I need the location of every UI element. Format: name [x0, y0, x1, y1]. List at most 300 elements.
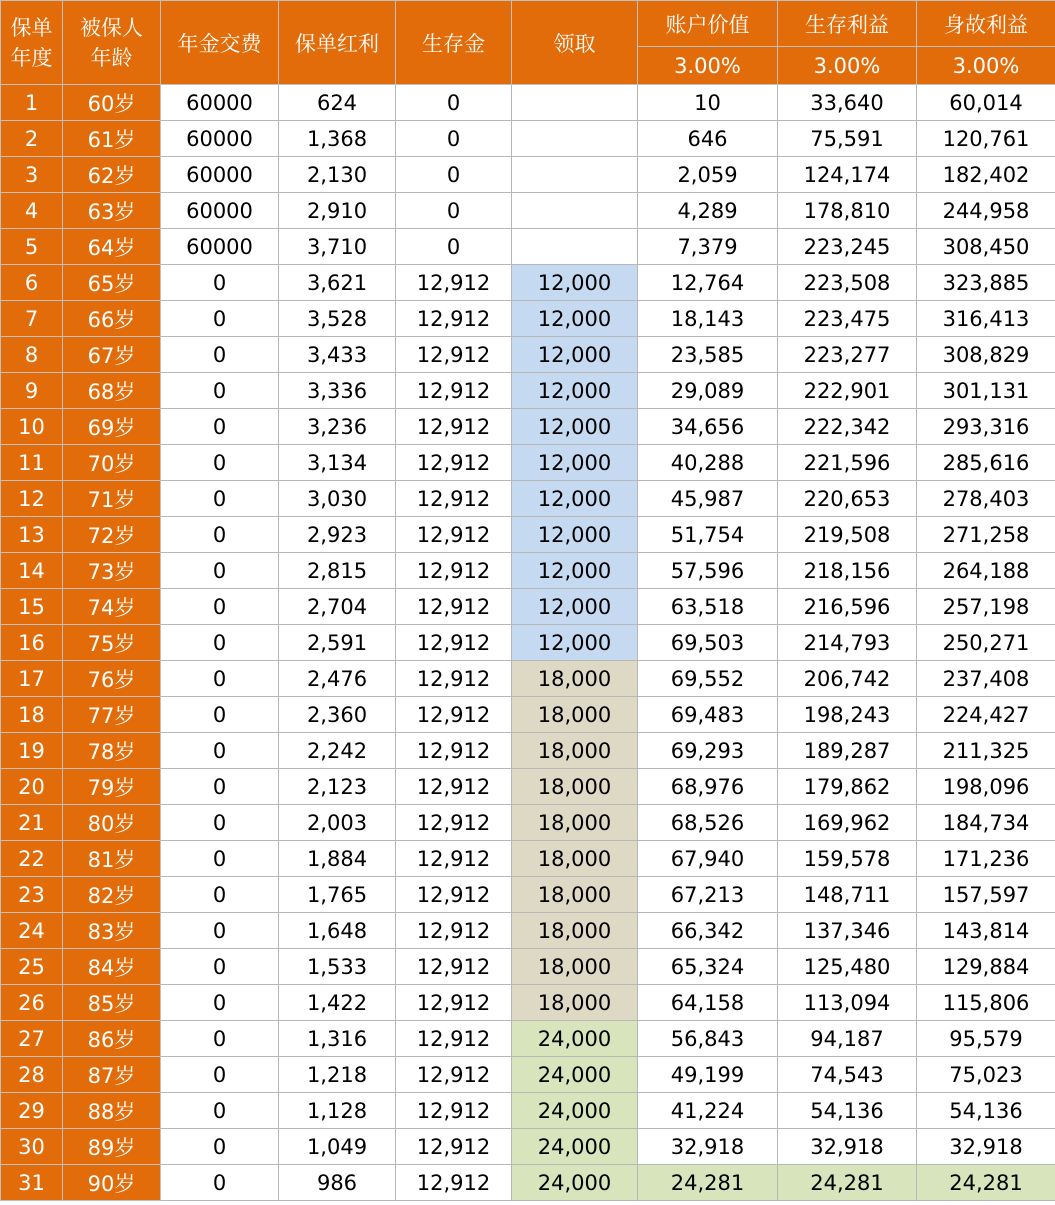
table-row: [1, 1021, 1055, 1057]
cell-premium: 60000: [161, 157, 279, 193]
cell-account: 67,213: [638, 877, 778, 913]
cell-year: 10: [1, 409, 63, 445]
cell-survival: 12,912: [396, 1057, 512, 1093]
cell-withdraw: 12,000: [512, 553, 638, 589]
cell-dividend: 2,704: [279, 589, 396, 625]
table-row: [1, 301, 1055, 337]
cell-survival-benefit: 206,742: [778, 661, 917, 697]
cell-year: 20: [1, 769, 63, 805]
cell-dividend: 1,648: [279, 913, 396, 949]
cell-year: 4: [1, 193, 63, 229]
cell-premium: 0: [161, 841, 279, 877]
cell-withdraw: 24,000: [512, 1057, 638, 1093]
cell-account: 18,143: [638, 301, 778, 337]
cell-withdraw: 18,000: [512, 841, 638, 877]
cell-survival-benefit: 216,596: [778, 589, 917, 625]
cell-age: 72岁: [63, 517, 161, 553]
cell-age: 85岁: [63, 985, 161, 1021]
cell-year: 16: [1, 625, 63, 661]
cell-premium: 0: [161, 1129, 279, 1165]
cell-premium: 0: [161, 589, 279, 625]
cell-age: 78岁: [63, 733, 161, 769]
cell-premium: 0: [161, 1057, 279, 1093]
table-row: [1, 157, 1055, 193]
cell-year: 23: [1, 877, 63, 913]
cell-withdraw: 12,000: [512, 337, 638, 373]
cell-dividend: 986: [279, 1165, 396, 1201]
cell-survival: 12,912: [396, 553, 512, 589]
cell-account: 4,289: [638, 193, 778, 229]
cell-survival: 12,912: [396, 769, 512, 805]
cell-withdraw: 18,000: [512, 697, 638, 733]
cell-age: 80岁: [63, 805, 161, 841]
cell-account: 49,199: [638, 1057, 778, 1093]
cell-year: 22: [1, 841, 63, 877]
cell-survival-benefit: 159,578: [778, 841, 917, 877]
cell-premium: 0: [161, 805, 279, 841]
cell-survival: 0: [396, 157, 512, 193]
cell-death-benefit: 60,014: [917, 85, 1055, 121]
cell-age: 86岁: [63, 1021, 161, 1057]
cell-dividend: 1,884: [279, 841, 396, 877]
table-row: [1, 1165, 1055, 1201]
cell-premium: 0: [161, 1021, 279, 1057]
cell-year: 13: [1, 517, 63, 553]
cell-dividend: 2,591: [279, 625, 396, 661]
cell-dividend: 3,236: [279, 409, 396, 445]
cell-survival-benefit: 24,281: [778, 1165, 917, 1201]
cell-premium: 0: [161, 445, 279, 481]
cell-year: 29: [1, 1093, 63, 1129]
cell-account: 57,596: [638, 553, 778, 589]
cell-survival: 12,912: [396, 1129, 512, 1165]
cell-survival: 12,912: [396, 409, 512, 445]
cell-dividend: 3,710: [279, 229, 396, 265]
cell-age: 63岁: [63, 193, 161, 229]
header-account-value: 账户价值: [638, 1, 778, 47]
cell-death-benefit: 157,597: [917, 877, 1055, 913]
cell-withdraw: [512, 193, 638, 229]
cell-withdraw: 12,000: [512, 517, 638, 553]
cell-dividend: 1,422: [279, 985, 396, 1021]
cell-death-benefit: 244,958: [917, 193, 1055, 229]
cell-death-benefit: 316,413: [917, 301, 1055, 337]
cell-survival-benefit: 124,174: [778, 157, 917, 193]
cell-death-benefit: 293,316: [917, 409, 1055, 445]
cell-year: 11: [1, 445, 63, 481]
cell-year: 19: [1, 733, 63, 769]
cell-account: 24,281: [638, 1165, 778, 1201]
cell-year: 3: [1, 157, 63, 193]
header-rate-survival: 3.00%: [778, 47, 917, 85]
cell-dividend: 2,242: [279, 733, 396, 769]
cell-premium: 60000: [161, 121, 279, 157]
table-row: [1, 1057, 1055, 1093]
cell-survival: 12,912: [396, 517, 512, 553]
cell-withdraw: 18,000: [512, 661, 638, 697]
cell-dividend: 1,128: [279, 1093, 396, 1129]
cell-death-benefit: 95,579: [917, 1021, 1055, 1057]
cell-account: 32,918: [638, 1129, 778, 1165]
cell-survival-benefit: 137,346: [778, 913, 917, 949]
cell-dividend: 2,815: [279, 553, 396, 589]
cell-withdraw: 12,000: [512, 445, 638, 481]
header-survival: 生存金: [396, 1, 512, 85]
cell-age: 66岁: [63, 301, 161, 337]
table-row: [1, 121, 1055, 157]
cell-account: 51,754: [638, 517, 778, 553]
cell-survival: 12,912: [396, 733, 512, 769]
cell-death-benefit: 301,131: [917, 373, 1055, 409]
cell-death-benefit: 171,236: [917, 841, 1055, 877]
cell-account: 12,764: [638, 265, 778, 301]
cell-premium: 0: [161, 1093, 279, 1129]
cell-year: 8: [1, 337, 63, 373]
header-year-line1: 保单: [10, 15, 53, 40]
cell-withdraw: 12,000: [512, 301, 638, 337]
cell-withdraw: 18,000: [512, 733, 638, 769]
table-row: [1, 229, 1055, 265]
header-rate-account: 3.00%: [638, 47, 778, 85]
cell-premium: 0: [161, 301, 279, 337]
cell-death-benefit: 32,918: [917, 1129, 1055, 1165]
cell-death-benefit: 115,806: [917, 985, 1055, 1021]
cell-death-benefit: 257,198: [917, 589, 1055, 625]
header-age-line2: 年龄: [90, 45, 133, 70]
cell-premium: 0: [161, 697, 279, 733]
cell-year: 31: [1, 1165, 63, 1201]
table-row: [1, 841, 1055, 877]
cell-death-benefit: 237,408: [917, 661, 1055, 697]
table-row: [1, 913, 1055, 949]
header-dividend: 保单红利: [279, 1, 396, 85]
table-row: [1, 193, 1055, 229]
cell-survival-benefit: 33,640: [778, 85, 917, 121]
cell-account: 10: [638, 85, 778, 121]
cell-withdraw: [512, 157, 638, 193]
cell-survival-benefit: 223,508: [778, 265, 917, 301]
cell-death-benefit: 308,829: [917, 337, 1055, 373]
cell-survival-benefit: 219,508: [778, 517, 917, 553]
cell-dividend: 3,528: [279, 301, 396, 337]
cell-year: 7: [1, 301, 63, 337]
table-row: [1, 553, 1055, 589]
cell-year: 25: [1, 949, 63, 985]
cell-survival: 12,912: [396, 373, 512, 409]
cell-account: 66,342: [638, 913, 778, 949]
cell-account: 63,518: [638, 589, 778, 625]
cell-dividend: 2,923: [279, 517, 396, 553]
cell-account: 69,503: [638, 625, 778, 661]
cell-dividend: 2,130: [279, 157, 396, 193]
header-rate-death: 3.00%: [917, 47, 1055, 85]
cell-premium: 0: [161, 733, 279, 769]
cell-survival: 12,912: [396, 877, 512, 913]
cell-age: 70岁: [63, 445, 161, 481]
table-row: [1, 661, 1055, 697]
cell-account: 45,987: [638, 481, 778, 517]
cell-dividend: 624: [279, 85, 396, 121]
table-row: [1, 733, 1055, 769]
cell-withdraw: 12,000: [512, 265, 638, 301]
cell-survival-benefit: 74,543: [778, 1057, 917, 1093]
cell-survival-benefit: 222,342: [778, 409, 917, 445]
cell-death-benefit: 278,403: [917, 481, 1055, 517]
cell-age: 90岁: [63, 1165, 161, 1201]
cell-premium: 60000: [161, 193, 279, 229]
header-year-line2: 年度: [10, 45, 53, 70]
cell-account: 69,483: [638, 697, 778, 733]
cell-year: 17: [1, 661, 63, 697]
cell-account: 40,288: [638, 445, 778, 481]
cell-survival: 12,912: [396, 1093, 512, 1129]
cell-dividend: 1,049: [279, 1129, 396, 1165]
cell-age: 73岁: [63, 553, 161, 589]
cell-premium: 0: [161, 265, 279, 301]
cell-withdraw: 12,000: [512, 589, 638, 625]
cell-withdraw: 18,000: [512, 949, 638, 985]
cell-dividend: 3,621: [279, 265, 396, 301]
cell-survival-benefit: 198,243: [778, 697, 917, 733]
cell-premium: 0: [161, 913, 279, 949]
cell-age: 77岁: [63, 697, 161, 733]
cell-survival: 0: [396, 121, 512, 157]
cell-year: 28: [1, 1057, 63, 1093]
cell-premium: 0: [161, 949, 279, 985]
cell-premium: 60000: [161, 229, 279, 265]
cell-withdraw: 18,000: [512, 985, 638, 1021]
cell-premium: 0: [161, 553, 279, 589]
cell-age: 64岁: [63, 229, 161, 265]
cell-survival: 12,912: [396, 481, 512, 517]
cell-survival-benefit: 223,277: [778, 337, 917, 373]
cell-account: 68,526: [638, 805, 778, 841]
cell-account: 67,940: [638, 841, 778, 877]
cell-dividend: 3,134: [279, 445, 396, 481]
cell-death-benefit: 75,023: [917, 1057, 1055, 1093]
cell-account: 56,843: [638, 1021, 778, 1057]
header-premium: 年金交费: [161, 1, 279, 85]
cell-survival-benefit: 214,793: [778, 625, 917, 661]
table-row: [1, 949, 1055, 985]
cell-survival: 0: [396, 229, 512, 265]
cell-dividend: 2,123: [279, 769, 396, 805]
cell-age: 87岁: [63, 1057, 161, 1093]
cell-premium: 0: [161, 373, 279, 409]
cell-dividend: 2,360: [279, 697, 396, 733]
cell-year: 5: [1, 229, 63, 265]
cell-survival-benefit: 189,287: [778, 733, 917, 769]
cell-survival: 12,912: [396, 445, 512, 481]
cell-survival-benefit: 148,711: [778, 877, 917, 913]
cell-premium: 0: [161, 985, 279, 1021]
cell-account: 34,656: [638, 409, 778, 445]
cell-survival: 12,912: [396, 589, 512, 625]
cell-year: 24: [1, 913, 63, 949]
header-policy-year: [1, 1, 63, 85]
cell-age: 60岁: [63, 85, 161, 121]
cell-premium: 0: [161, 481, 279, 517]
cell-survival-benefit: 113,094: [778, 985, 917, 1021]
cell-withdraw: 18,000: [512, 805, 638, 841]
cell-death-benefit: 308,450: [917, 229, 1055, 265]
cell-survival-benefit: 32,918: [778, 1129, 917, 1165]
cell-survival-benefit: 221,596: [778, 445, 917, 481]
cell-age: 61岁: [63, 121, 161, 157]
cell-survival: 12,912: [396, 985, 512, 1021]
table-row: [1, 769, 1055, 805]
cell-dividend: 1,765: [279, 877, 396, 913]
cell-account: 41,224: [638, 1093, 778, 1129]
cell-death-benefit: 211,325: [917, 733, 1055, 769]
cell-age: 67岁: [63, 337, 161, 373]
cell-death-benefit: 271,258: [917, 517, 1055, 553]
table-row: [1, 625, 1055, 661]
cell-survival: 12,912: [396, 841, 512, 877]
cell-survival-benefit: 222,901: [778, 373, 917, 409]
cell-age: 68岁: [63, 373, 161, 409]
cell-year: 12: [1, 481, 63, 517]
cell-age: 79岁: [63, 769, 161, 805]
cell-age: 81岁: [63, 841, 161, 877]
cell-death-benefit: 184,734: [917, 805, 1055, 841]
cell-withdraw: 12,000: [512, 625, 638, 661]
cell-account: 7,379: [638, 229, 778, 265]
cell-age: 76岁: [63, 661, 161, 697]
cell-year: 21: [1, 805, 63, 841]
cell-year: 1: [1, 85, 63, 121]
header-age-line1: 被保人: [80, 15, 143, 40]
table-row: [1, 265, 1055, 301]
cell-survival: 12,912: [396, 697, 512, 733]
cell-survival: 12,912: [396, 949, 512, 985]
cell-survival: 12,912: [396, 337, 512, 373]
cell-death-benefit: 54,136: [917, 1093, 1055, 1129]
cell-withdraw: 12,000: [512, 373, 638, 409]
cell-dividend: 3,336: [279, 373, 396, 409]
cell-dividend: 3,030: [279, 481, 396, 517]
cell-survival: 12,912: [396, 265, 512, 301]
cell-withdraw: 18,000: [512, 913, 638, 949]
cell-age: 62岁: [63, 157, 161, 193]
cell-withdraw: 24,000: [512, 1165, 638, 1201]
cell-age: 88岁: [63, 1093, 161, 1129]
cell-year: 6: [1, 265, 63, 301]
table-row: [1, 805, 1055, 841]
cell-year: 15: [1, 589, 63, 625]
cell-survival: 12,912: [396, 625, 512, 661]
table-row: [1, 589, 1055, 625]
cell-dividend: 2,476: [279, 661, 396, 697]
cell-premium: 0: [161, 1165, 279, 1201]
cell-survival: 12,912: [396, 1165, 512, 1201]
cell-account: 64,158: [638, 985, 778, 1021]
cell-year: 27: [1, 1021, 63, 1057]
cell-dividend: 1,218: [279, 1057, 396, 1093]
table-row: [1, 85, 1055, 121]
cell-survival: 12,912: [396, 301, 512, 337]
cell-withdraw: [512, 121, 638, 157]
cell-age: 75岁: [63, 625, 161, 661]
cell-year: 26: [1, 985, 63, 1021]
cell-survival-benefit: 54,136: [778, 1093, 917, 1129]
cell-account: 65,324: [638, 949, 778, 985]
cell-age: 74岁: [63, 589, 161, 625]
cell-death-benefit: 224,427: [917, 697, 1055, 733]
cell-year: 14: [1, 553, 63, 589]
cell-withdraw: [512, 85, 638, 121]
table-row: [1, 481, 1055, 517]
header-withdraw: 领取: [512, 1, 638, 85]
cell-withdraw: 24,000: [512, 1021, 638, 1057]
table-row: [1, 373, 1055, 409]
cell-survival: 12,912: [396, 661, 512, 697]
cell-survival-benefit: 94,187: [778, 1021, 917, 1057]
cell-dividend: 3,433: [279, 337, 396, 373]
table-body: [1, 85, 1055, 1201]
table-row: [1, 1129, 1055, 1165]
cell-survival-benefit: 218,156: [778, 553, 917, 589]
table-row: [1, 337, 1055, 373]
cell-death-benefit: 285,616: [917, 445, 1055, 481]
cell-age: 71岁: [63, 481, 161, 517]
cell-withdraw: 24,000: [512, 1129, 638, 1165]
cell-survival-benefit: 220,653: [778, 481, 917, 517]
cell-survival-benefit: 75,591: [778, 121, 917, 157]
cell-withdraw: 18,000: [512, 877, 638, 913]
cell-survival-benefit: 179,862: [778, 769, 917, 805]
cell-death-benefit: 143,814: [917, 913, 1055, 949]
cell-death-benefit: 129,884: [917, 949, 1055, 985]
cell-withdraw: [512, 229, 638, 265]
cell-age: 82岁: [63, 877, 161, 913]
cell-year: 18: [1, 697, 63, 733]
cell-dividend: 2,003: [279, 805, 396, 841]
cell-withdraw: 18,000: [512, 769, 638, 805]
cell-year: 9: [1, 373, 63, 409]
header-survival-benefit: 生存利益: [778, 1, 917, 47]
cell-premium: 0: [161, 661, 279, 697]
cell-age: 69岁: [63, 409, 161, 445]
cell-dividend: 1,533: [279, 949, 396, 985]
cell-premium: 60000: [161, 85, 279, 121]
cell-death-benefit: 182,402: [917, 157, 1055, 193]
cell-age: 65岁: [63, 265, 161, 301]
cell-survival: 12,912: [396, 1021, 512, 1057]
cell-premium: 0: [161, 517, 279, 553]
cell-death-benefit: 323,885: [917, 265, 1055, 301]
cell-year: 2: [1, 121, 63, 157]
cell-account: 646: [638, 121, 778, 157]
cell-survival: 12,912: [396, 913, 512, 949]
cell-survival-benefit: 125,480: [778, 949, 917, 985]
cell-survival-benefit: 169,962: [778, 805, 917, 841]
cell-death-benefit: 264,188: [917, 553, 1055, 589]
table-row: [1, 445, 1055, 481]
cell-account: 2,059: [638, 157, 778, 193]
cell-death-benefit: 198,096: [917, 769, 1055, 805]
cell-dividend: 1,316: [279, 1021, 396, 1057]
cell-account: 29,089: [638, 373, 778, 409]
cell-premium: 0: [161, 877, 279, 913]
cell-premium: 0: [161, 625, 279, 661]
cell-age: 84岁: [63, 949, 161, 985]
cell-premium: 0: [161, 409, 279, 445]
cell-survival-benefit: 223,475: [778, 301, 917, 337]
cell-survival: 0: [396, 193, 512, 229]
cell-survival-benefit: 178,810: [778, 193, 917, 229]
cell-dividend: 1,368: [279, 121, 396, 157]
